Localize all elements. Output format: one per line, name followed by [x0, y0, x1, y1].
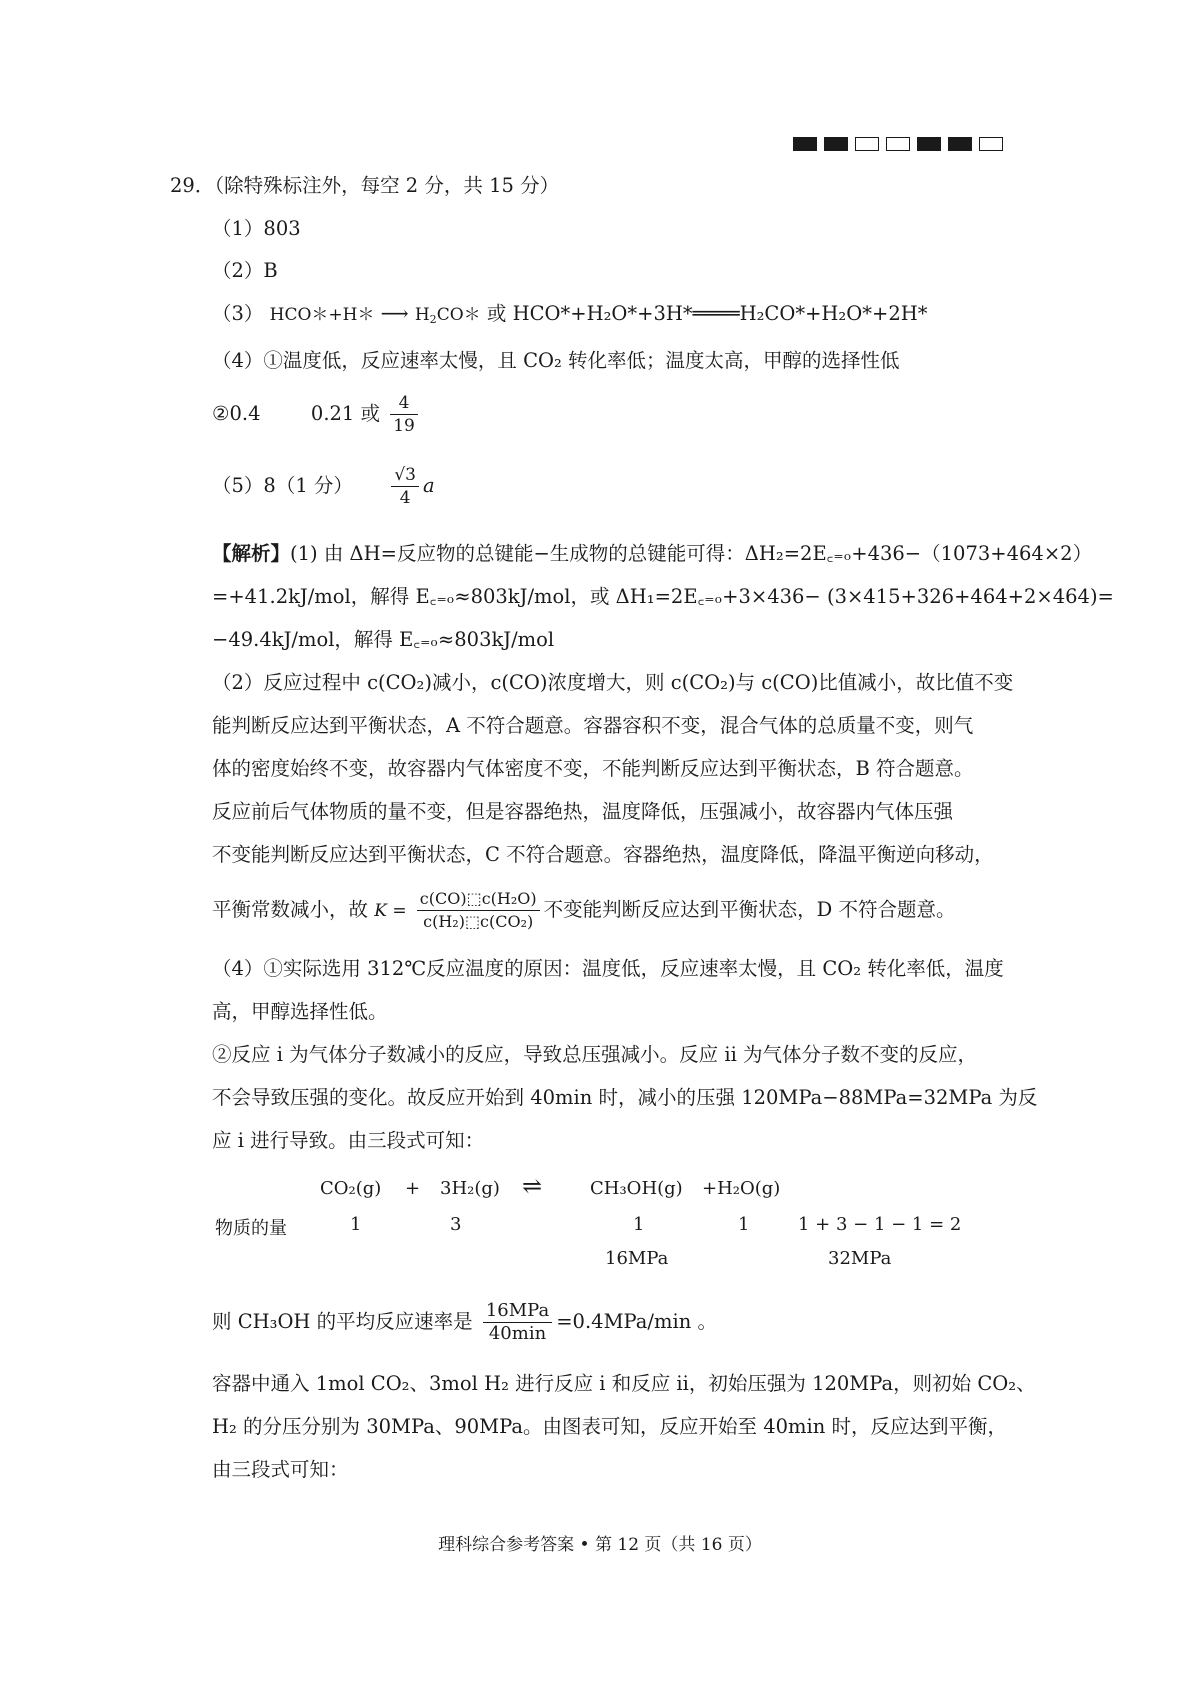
answer-3-left: HCO＊+H＊ — [269, 305, 375, 325]
answer-4-2b: 0.21 或 — [310, 402, 381, 425]
eq-h2o: +H₂O(g) — [702, 1178, 781, 1199]
analysis-p5-line3: 由三段式可知： — [212, 1458, 349, 1481]
answer-2-value: B — [263, 259, 278, 282]
answer-1-value: 803 — [263, 217, 301, 240]
mark-empty — [979, 137, 1003, 151]
analysis-p4-line4: 不会导致压强的变化。故反应开始到 40min 时，减小的压强 120MPa−88MPa=32MPa 为反 — [212, 1086, 1038, 1109]
row2-value: 16MPa — [605, 1248, 669, 1269]
answer-5-label: （5） — [212, 474, 264, 497]
eq-ch3oh: CH₃OH(g) — [590, 1178, 683, 1199]
equilibrium-k-fraction: $\frac{\text{c(CO)⬚c(H₂O)}}{\text{c(H₂)⬚c(CO₂)}}$ — [417, 888, 540, 933]
analysis-p4-line1: （4）①实际选用 312℃反应温度的原因：温度低，反应速率太慢，且 CO₂ 转化率低，温度 — [212, 957, 1004, 980]
rate-line: 则 CH₃OH 的平均反应速率是 $\frac{\text{16MPa}}{40\min}$ =0.4MPa/min 。 — [212, 1300, 717, 1344]
question-title: 29．（除特殊标注外，每空 2 分，共 15 分） — [170, 174, 560, 197]
row-value: 3 — [450, 1214, 462, 1235]
eq-co2: CO₂(g) — [320, 1178, 382, 1199]
analysis-p2-line5: 不变能判断反应达到平衡状态，C 不符合题意。容器绝热，温度降低，降温平衡逆向移动， — [212, 843, 994, 866]
page-footer: 理科综合参考答案 • 第 12 页（共 16 页） — [438, 1535, 762, 1555]
mark-filled — [917, 137, 941, 151]
analysis-p2-line4: 反应前后气体物质的量不变，但是容器绝热，温度降低，压强减小，故容器内气体压强 — [212, 800, 954, 823]
eq-plus: + — [405, 1178, 421, 1199]
equilibrium-k: K = — [374, 901, 407, 921]
analysis-p4-line2: 高，甲醇选择性低。 — [212, 1000, 388, 1023]
answer-4-label: （4） — [212, 349, 264, 372]
analysis-p5-line2: H₂ 的分压分别为 30MPa、90MPa。由图表可知，反应开始至 40min 时，反应达到平衡， — [212, 1415, 1008, 1438]
analysis-p4-line5: 应 i 进行导致。由三段式可知： — [212, 1129, 485, 1152]
analysis-p2-line2: 能判断反应达到平衡状态，A 不符合题意。容器容积不变，混合气体的总质量不变，则气 — [212, 714, 974, 737]
answer-4-1 — [212, 347, 900, 375]
mark-empty — [886, 137, 910, 151]
answer-5-a: 8（1 分） — [263, 474, 353, 497]
answer-2-label: （2） — [212, 259, 264, 282]
row-label: 物质的量 — [215, 1218, 287, 1239]
answer-5-var: a — [423, 474, 435, 497]
row-value: 1 — [350, 1214, 362, 1235]
answer-3-right: $H_2CO*$ — [414, 305, 481, 326]
mark-filled — [948, 137, 972, 151]
answer-4-2a: ②0.4 — [212, 402, 261, 425]
fraction-4-19: $\frac{4}{19}$ — [390, 392, 418, 437]
mark-empty — [855, 137, 879, 151]
answer-key-marks — [793, 137, 1003, 151]
analysis-p5-line1: 容器中通入 1mol CO₂、3mol H₂ 进行反应 i 和反应 ii，初始压强为 120MPa，则初始 CO₂、 — [212, 1372, 1036, 1395]
answer-1-label: （1） — [212, 217, 264, 240]
analysis-p2-line3: 体的密度始终不变，故容器内气体密度不变，不能判断反应达到平衡状态，B 符合题意。 — [212, 757, 974, 780]
mark-filled — [793, 137, 817, 151]
answer-4-1-text: ①温度低，反应速率太慢，且 CO₂ 转化率低；温度太高，甲醇的选择性低 — [263, 349, 900, 372]
row-value: 1 — [738, 1214, 750, 1235]
reaction-arrow: ⟶ — [380, 302, 409, 325]
mark-filled — [824, 137, 848, 151]
row2-value: 32MPa — [828, 1248, 892, 1269]
eq-h2: 3H₂(g) — [440, 1178, 500, 1199]
answer-3-alt: HCO*+H₂O*+3H*════H₂CO*+H₂O*+2H* — [512, 302, 928, 325]
analysis-p2-line6: 平衡常数减小，故 K = $\frac{\text{c(CO)⬚c(H₂O)}}{\text{c(H₂)⬚c(CO₂)}}$ 不变能判断反应达到平衡状态，D 不符合题意。 — [212, 889, 956, 931]
answer-3-or: 或 — [486, 302, 507, 325]
analysis-p1-line3: −49.4kJ/mol，解得 E꜀₌ₒ≈803kJ/mol — [212, 628, 555, 651]
analysis-p1-line2: =+41.2kJ/mol，解得 E꜀₌ₒ≈803kJ/mol，或 ΔH₁=2E꜀₌ₒ+3×436− (3×415+326+464+2×464)= — [212, 585, 1114, 608]
analysis-p4-line3: ②反应 i 为气体分子数减小的反应，导致总压强减小。反应 ii 为气体分子数不变的反应， — [212, 1043, 978, 1066]
answer-4-2 — [212, 392, 422, 437]
row-value: 1 + 3 − 1 − 1 = 2 — [798, 1214, 962, 1235]
analysis-tag: 【解析】 — [212, 542, 291, 565]
answer-3-label: （3） — [212, 302, 264, 325]
row-value: 1 — [633, 1214, 645, 1235]
rate-fraction: $\frac{\text{16MPa}}{40\min}$ — [483, 1300, 552, 1345]
answer-2 — [212, 257, 278, 285]
answer-5 — [212, 464, 435, 509]
analysis-p1-line1: 【解析】(1) 由 ΔH=反应物的总键能−生成物的总键能可得：ΔH₂=2E꜀₌ₒ+436−（1073+464×2） — [212, 542, 1093, 565]
fraction-sqrt3-4: $\frac{√3}{4}$ — [391, 464, 419, 509]
answer-3 — [212, 300, 927, 329]
analysis-p2-line1: （2）反应过程中 c(CO₂)减小，c(CO)浓度增大，则 c(CO₂)与 c(CO)比值减小，故比值不变 — [212, 671, 1014, 694]
eq-arrow: ⇌ — [522, 1172, 543, 1200]
answer-1 — [212, 215, 301, 243]
